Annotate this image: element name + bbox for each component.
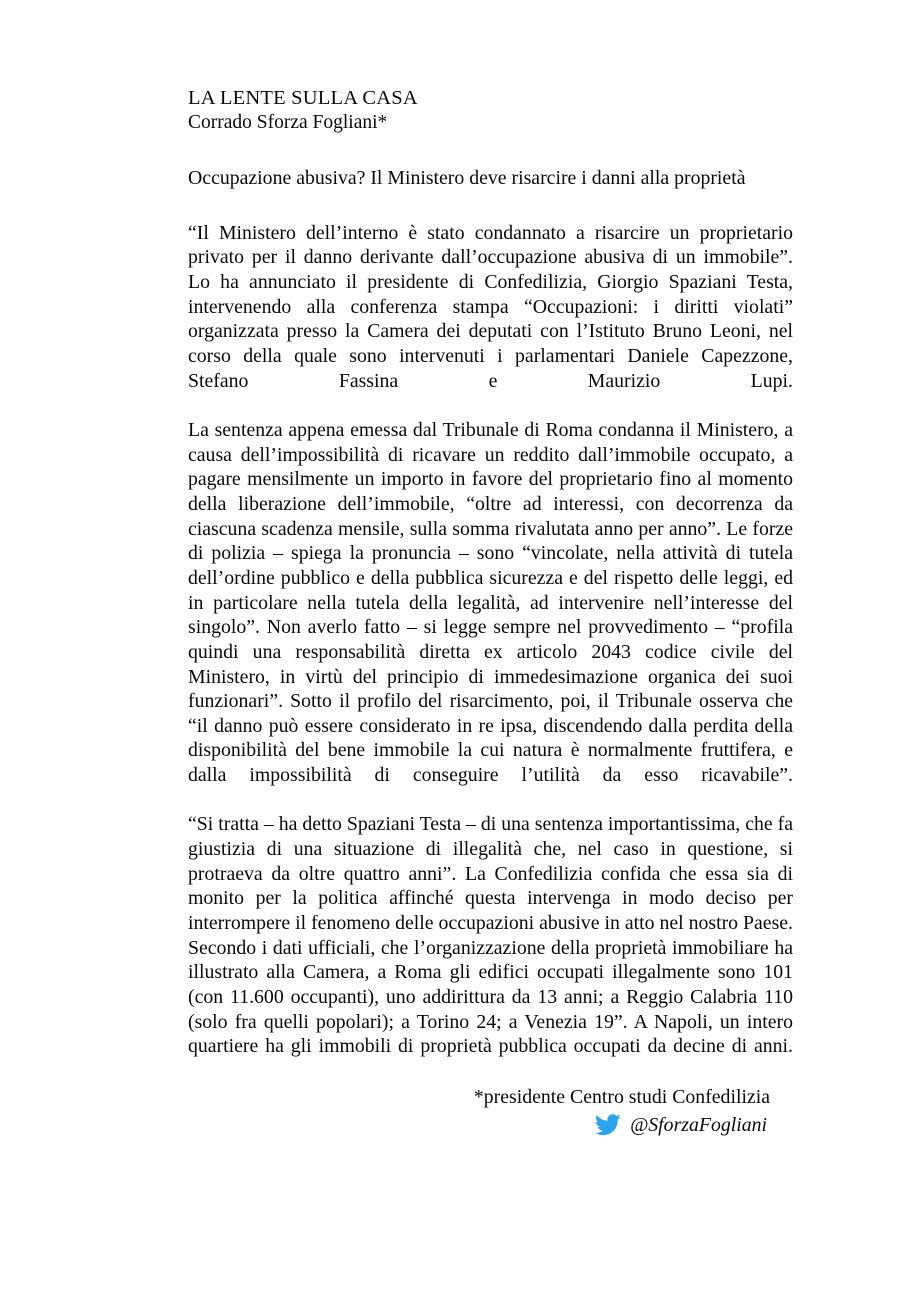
twitter-bird-icon bbox=[595, 1114, 621, 1136]
body-paragraph: “Si tratta – ha detto Spaziani Testa – di una sentenza importantissima, che fa giustizia di una situazione di illegalità che, nel caso in questione, si protraeva da oltre quattro anni”. La Confedilizia confida che essa sia di monito per la politica affinché questa intervenga in modo deciso per interrompere il fenomeno delle occupazioni abusive in atto nel nostro Paese. Secondo i dati ufficiali, che l’organizzazione della proprietà immobiliare ha illustrato alla Camera, a Roma gli edifici occupati illegalmente sono 101 (con 11.600 occupanti), uno addirittura da 13 anni; a Reggio Calabria 110 (solo fra quelli popolari); a Torino 24; a Venezia 19”. A Napoli, un intero quartiere ha gli immobili di proprietà pubblica occupati da decine di anni. bbox=[188, 813, 793, 1058]
article-headline: Occupazione abusiva? Il Ministero deve risarcire i danni alla proprietà bbox=[188, 167, 746, 189]
author-credit: *presidente Centro studi Confedilizia bbox=[473, 1085, 770, 1108]
masthead bbox=[188, 86, 793, 135]
twitter-handle[interactable]: @SforzaFogliani bbox=[630, 1113, 767, 1136]
social-handle-row[interactable] bbox=[188, 1113, 793, 1137]
article-body bbox=[188, 221, 793, 1084]
article-footer bbox=[188, 1085, 793, 1137]
document-content bbox=[188, 86, 793, 1137]
body-paragraph: “Il Ministero dell’interno è stato condannato a risarcire un proprietario privato per il danno derivante dall’occupazione abusiva di un immobile”. Lo ha annunciato il presidente di Confedilizia, Giorgio Spaziani Testa, intervenendo alla conferenza stampa “Occupazioni: i diritti violati” organizzata presso la Camera dei deputati con l’Istituto Bruno Leoni, nel corso della quale sono intervenuti i parlamentari Daniele Capezzone, Stefano Fassina e Maurizio Lupi. bbox=[188, 221, 793, 392]
body-paragraph: La sentenza appena emessa dal Tribunale di Roma condanna il Ministero, a causa dell’impossibilità di ricavare un reddito dall’immobile occupato, a pagare mensilmente un importo in favore del proprietario fino al momento della liberazione dell’immobile, “oltre ad interessi, con decorrenza da ciascuna scadenza mensile, sulla somma rivalutata anno per anno”. Le forze di polizia – spiega la pronuncia – sono “vincolate, nella attività di tutela dell’ordine pubblico e della pubblica sicurezza e del rispetto delle leggi, ed in particolare nella tutela della legalità, ad intervenire nell’interesse del singolo”. Non averlo fatto – si legge sempre nel provvedimento – “profila quindi una responsabilità diretta ex articolo 2043 codice civile del Ministero, in virtù del principio di immedesimazione organica dei suoi funzionari”. Sotto il profilo del risarcimento, poi, il Tribunale osserva che “il danno può essere considerato in re ipsa, discendendo dalla perdita della disponibilità del bene immobile la cui natura è normalmente fruttifera, e dalla impossibilità di conseguire l’utilità da esso ricavabile”. bbox=[188, 418, 793, 787]
author-byline: Corrado Sforza Fogliani* bbox=[188, 112, 388, 133]
column-title: LA LENTE SULLA CASA bbox=[188, 87, 418, 109]
